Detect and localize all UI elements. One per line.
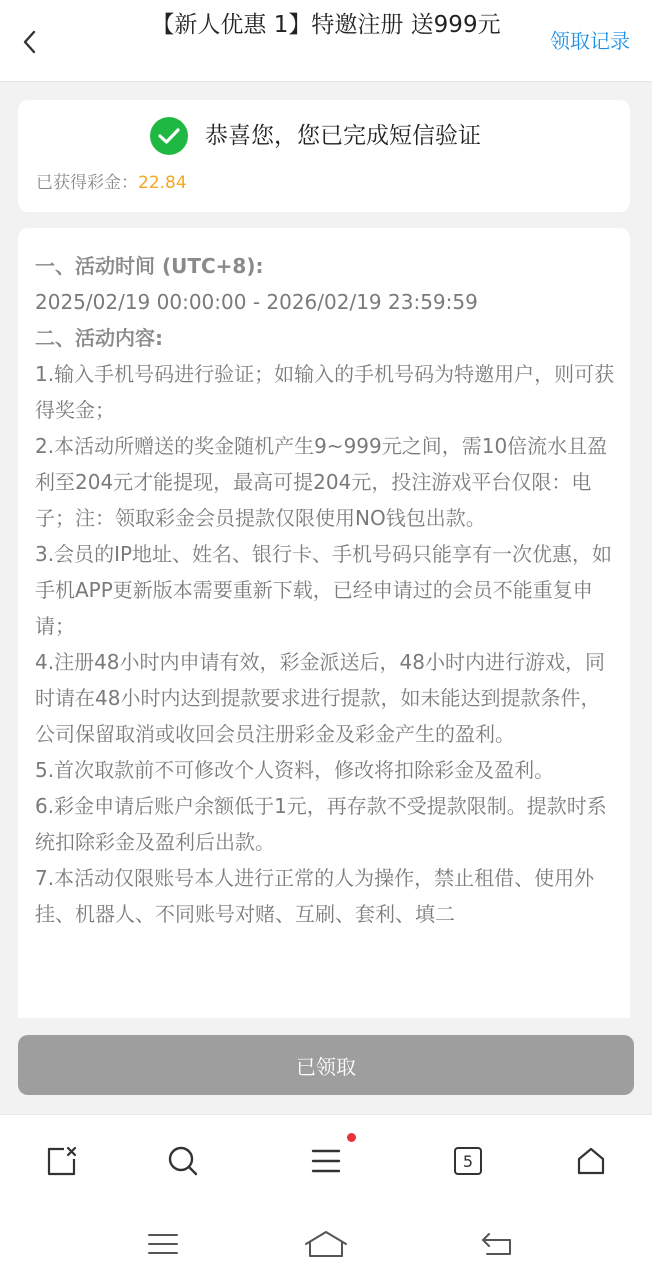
tabs-button[interactable] (448, 1141, 488, 1181)
rule-item: 1.输入手机号码进行验证；如输入的手机号码为特邀用户，则可获得奖金； (35, 362, 615, 422)
browser-toolbar (0, 1114, 652, 1204)
time-heading: 一、活动时间 (UTC+8): (35, 254, 264, 278)
rule-item: 6.彩金申请后账户余额低于1元，再存款不受提款限制。提款时系统扣除彩金及盈利后出款。 (35, 794, 607, 854)
rule-item: 2.本活动所赠送的奖金随机产生9~999元之间，需10倍流水且盈利至204元才能提现，最高可提204元，投注游戏平台仅限：电子；注：领取彩金会员提款仅限使用NO钱包出款。 (35, 434, 608, 530)
rules-body (35, 248, 615, 932)
page-title: 【新人优惠 1】特邀注册 送999元 (151, 12, 501, 38)
bonus-value: 22.84 (138, 173, 187, 193)
system-nav-bar (0, 1204, 652, 1280)
home-icon (575, 1145, 607, 1177)
search-button[interactable] (163, 1141, 203, 1181)
chevron-left-icon (20, 29, 40, 55)
rule-item: 3.会员的IP地址、姓名、银行卡、手机号码只能享有一次优惠，如手机APP更新版本需要重新下载，已经申请过的会员不能重复申请； (35, 542, 613, 638)
bonus-row (36, 171, 187, 195)
nav-home-icon (304, 1229, 348, 1259)
rule-item: 5.首次取款前不可修改个人资料，修改将扣除彩金及盈利。 (35, 758, 555, 782)
search-icon (166, 1144, 200, 1178)
claimed-button[interactable]: 已领取 (18, 1035, 634, 1095)
nav-home-button[interactable] (304, 1226, 348, 1262)
bonus-label: 已获得彩金： (36, 173, 138, 193)
tabs-count-icon: 5 (454, 1147, 482, 1175)
rule-item: 7.本活动仅限账号本人进行正常的人为操作，禁止租借、使用外挂、机器人、不同账号对赌、互刷、套利、填二 (35, 866, 595, 926)
notification-dot (347, 1133, 356, 1142)
home-button[interactable] (571, 1141, 611, 1181)
verify-card (18, 100, 630, 212)
top-header (0, 0, 652, 82)
content-heading: 二、活动内容: (35, 326, 163, 350)
time-range: 2025/02/19 00:00:00 - 2026/02/19 23:59:59 (35, 290, 478, 314)
verify-message: 恭喜您，您已完成短信验证 (205, 123, 481, 149)
menu-button[interactable] (306, 1141, 346, 1181)
claim-record-link[interactable]: 领取记录 (550, 29, 630, 53)
check-circle-icon (150, 117, 188, 155)
nav-menu-icon (146, 1231, 180, 1257)
nav-back-icon (479, 1230, 515, 1258)
menu-icon (311, 1148, 341, 1174)
back-button[interactable] (12, 22, 48, 62)
rules-card[interactable] (18, 228, 630, 1028)
nav-back-button[interactable] (475, 1226, 519, 1262)
nav-menu-button[interactable] (141, 1226, 185, 1262)
close-window-button[interactable] (41, 1141, 81, 1181)
rule-item: 4.注册48小时内申请有效，彩金派送后，48小时内进行游戏，同时请在48小时内达到提款要求进行提款，如未能达到提款条件，公司保留取消或收回会员注册彩金及彩金产生的盈利。 (35, 650, 605, 746)
close-window-icon (44, 1144, 78, 1178)
